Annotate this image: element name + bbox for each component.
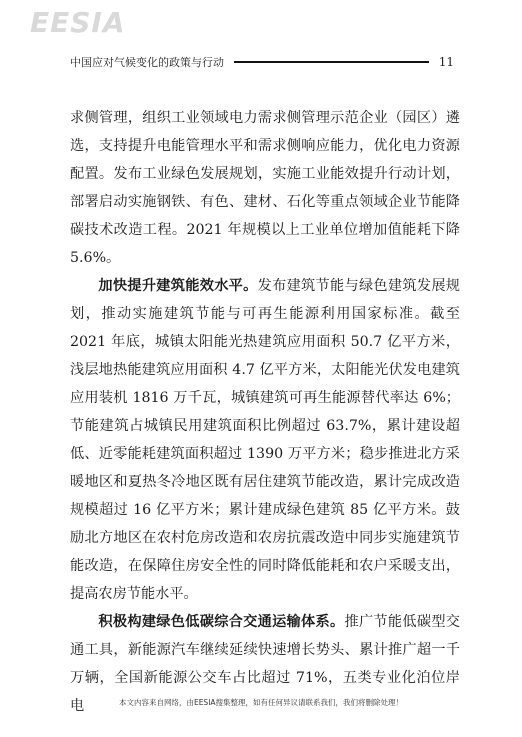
paragraph-text: 求侧管理，组织工业领域电力需求侧管理示范企业（园区）遴选，支持提升电能管理水平和需求侧响应能力，优化电力资源配置。发布工业绿色发展规划，实施工业能效提升行动计划，部署启动实施钢铁、有色、建材、石化等重点领域企业节能降碳技术改造工程。2021 年规模以上工业单位增加值能耗下降 5.6%。 [70,110,460,266]
page-header [70,53,454,71]
paragraph-1 [70,104,460,272]
paragraph-lead: 积极构建绿色低碳综合交通运输体系。 [98,614,345,630]
header-rule [234,61,429,63]
paragraph-2 [70,272,460,608]
page-number: 11 [438,55,454,69]
paragraph-lead: 加快提升建筑能效水平。 [98,278,258,294]
footer-disclaimer: 本文内容来自网络，由EESIA搜集整理，如有任何异议请联系我们，我们将删除处理！ [118,698,404,707]
running-title: 中国应对气候变化的政策与行动 [70,56,224,69]
body-text [70,104,460,720]
paragraph-text: 推广节能低碳型交通工具，新能源汽车继续延续快速增长势头、累计推广超一千万辆，全国新能源公交车占比超过 71%，五类专业化泊位岸电 [70,614,460,714]
watermark-logo: EESIA [30,6,126,39]
paragraph-text: 发布建筑节能与绿色建筑发展规划，推动实施建筑节能与可再生能源利用国家标准。截至 2021 年底，城镇太阳能光热建筑应用面积 50.7 亿平方米，浅层地热能建筑应用面积 4.7 亿平方米，太阳能光伏发电建筑应用装机 1816 万千瓦，城镇建筑可再生能源替代率达 6%；节能建筑占城镇民用建筑面积比例超过 63.7%，累计建设超低、近零能耗建筑面积超过 1390 万平方米；稳步推进北方采暖地区和夏热冬冷地区既有居住建筑节能改造，累计完成改造规模超过 16 亿平方米；累计建成绿色建筑 85 亿平方米。鼓励北方地区在农村危房改造和农房抗震改造中同步实施建筑节能改造，在保障住房安全性的同时降低能耗和农户采暖支出，提高农房节能水平。 [70,278,460,602]
